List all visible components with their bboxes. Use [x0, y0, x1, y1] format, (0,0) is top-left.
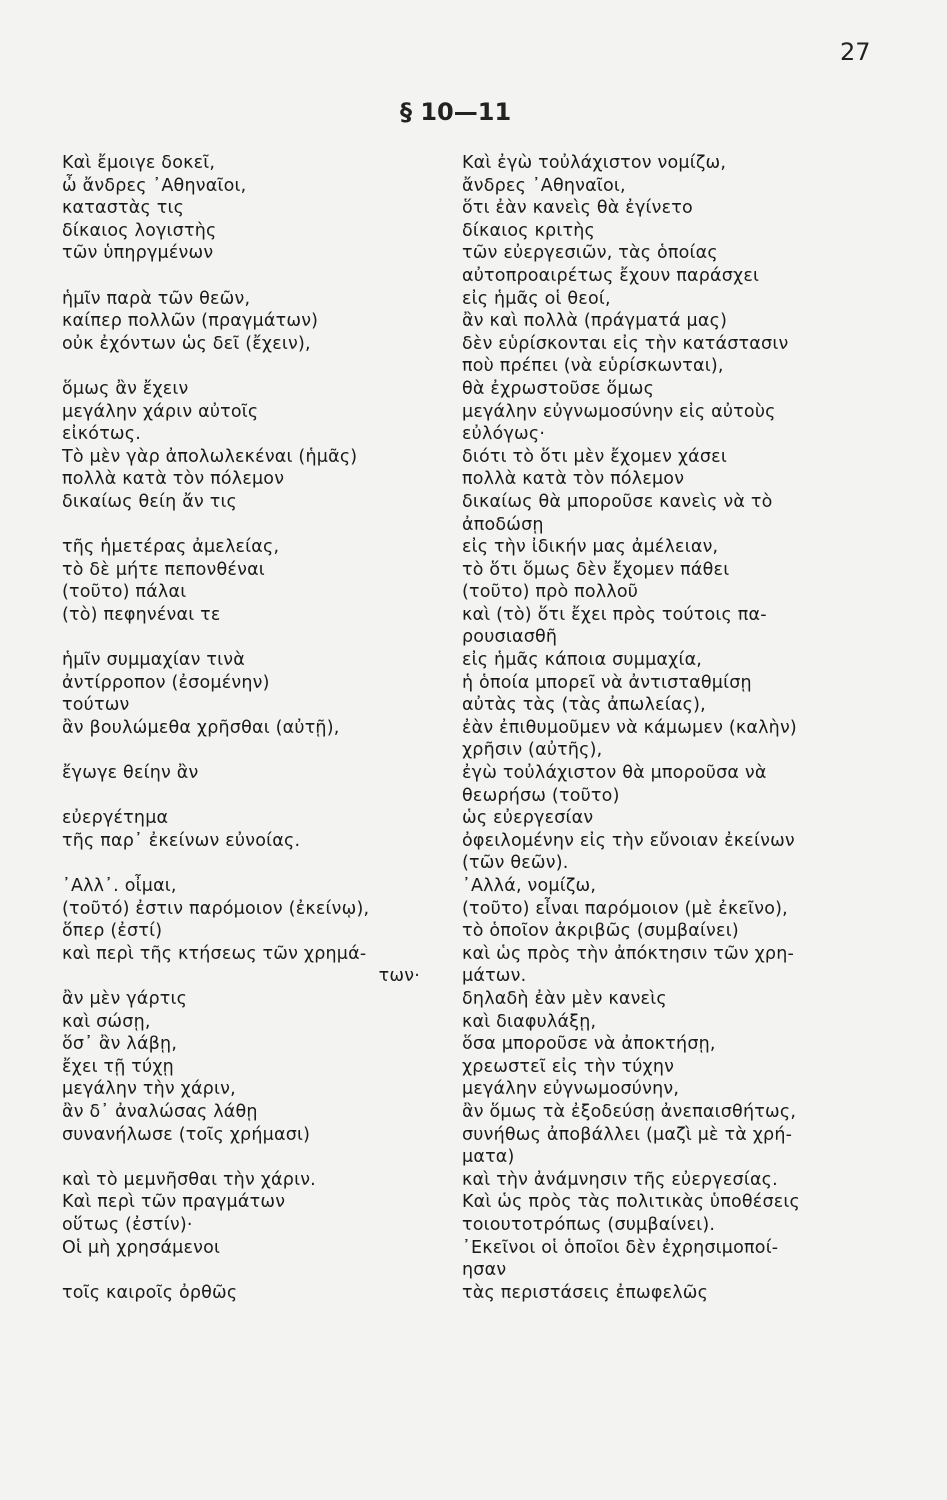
ancient-text-line: τούτων — [62, 695, 130, 716]
ancient-text-line — [62, 1146, 442, 1169]
translation-line: συνήθως ἀποβάλλει (μαζὶ μὲ τὰ χρή- — [462, 1124, 793, 1145]
ancient-text-line: ὅμως ἂν ἔχειν — [62, 378, 189, 399]
ancient-text-line — [62, 739, 442, 762]
ancient-text-line: ᾿Αλλ᾿. οἶμαι, — [62, 876, 177, 896]
ancient-text-line: τῆς ἡμετέρας ἀμελείας, — [62, 537, 280, 558]
translation-line: χρῆσιν (αὐτῆς), — [462, 740, 603, 761]
ancient-text-line: ἂν μὲν γάρτις — [62, 988, 188, 1009]
ancient-text-line — [62, 1259, 442, 1282]
modern-greek-translation-column — [462, 152, 882, 1304]
ancient-text-line: τοῖς καιροῖς ὀρθῶς — [62, 1282, 238, 1303]
translation-line: αὐτοπροαιρέτως ἔχουν παράσχει — [462, 265, 760, 286]
translation-line: ησαν — [462, 1260, 507, 1281]
ancient-text-line: ἀντίρροπον (ἐσομένην) — [62, 672, 270, 693]
ancient-text-line: ὦ ἄνδρες ᾿Αθηναῖοι, — [62, 175, 247, 196]
translation-line: ἂν ὅμως τὰ ἐξοδεύσῃ ἀνεπαισθήτως, — [462, 1101, 797, 1122]
ancient-text-line: Καὶ περὶ τῶν πραγμάτων — [62, 1192, 286, 1213]
ancient-text-line: (τοῦτο) πάλαι — [62, 582, 187, 603]
translation-line: καὶ ὡς πρὸς τὴν ἀπόκτησιν τῶν χρη- — [462, 943, 794, 964]
ancient-text-line: ἔχει τῇ τύχῃ — [62, 1056, 174, 1077]
ancient-text-line: ἂν δ᾿ ἀναλώσας λάθῃ — [62, 1101, 258, 1122]
ancient-text-line: μεγάλην τὴν χάριν, — [62, 1079, 236, 1100]
ancient-text-line — [62, 785, 442, 808]
translation-line: τοιουτοτρόπως (συμβαίνει). — [462, 1214, 716, 1235]
translation-line: τῶν εὐεργεσιῶν, τὰς ὁποίας — [462, 243, 718, 264]
ancient-text-line: (τὸ) πεφηνέναι τε — [62, 604, 221, 625]
translation-line: δηλαδὴ ἐὰν μὲν κανεὶς — [462, 988, 667, 1009]
translation-line: ματα) — [462, 1147, 515, 1168]
ancient-text-line: ὅσ᾿ ἂν λάβῃ, — [62, 1034, 178, 1055]
translation-line: τὰς περιστάσεις ἐπωφελῶς — [462, 1282, 709, 1303]
ancient-text-line: Καὶ ἔμοιγε δοκεῖ, — [62, 153, 216, 173]
translation-line: ὡς εὐεργεσίαν — [462, 808, 594, 829]
translation-line: τὸ ὅτι ὅμως δὲν ἔχομεν πάθει — [462, 559, 730, 580]
translation-line: χρεωστεῖ εἰς τὴν τύχην — [462, 1056, 675, 1077]
ancient-text-line: εἰκότως. — [62, 424, 142, 445]
ancient-text-line: τὸ δὲ μήτε πεπονθέναι — [62, 559, 265, 580]
translation-line: καὶ διαφυλάξῃ, — [462, 1011, 597, 1032]
translation-line: ὅσα μποροῦσε νὰ ἀποκτήσῃ, — [462, 1034, 716, 1055]
translation-line: μάτων. — [462, 966, 527, 987]
translation-line: ἂν καὶ πολλὰ (πράγματά μας) — [462, 311, 728, 332]
ancient-text-line: οὐκ ἐχόντων ὡς δεῖ (ἔχειν), — [62, 333, 311, 354]
translation-line: Καὶ ἐγὼ τοὐλάχιστον νομίζω, — [462, 153, 727, 173]
translation-line: διότι τὸ ὅτι μὲν ἔχομεν χάσει — [462, 446, 727, 467]
ancient-text-line: καίπερ πολλῶν (πραγμάτων) — [62, 311, 319, 332]
ancient-text-line: τῆς παρ᾿ ἐκείνων εὐνοίας. — [62, 830, 301, 851]
translation-line: αὐτὰς τὰς (τὰς ἀπωλείας), — [462, 695, 706, 716]
translation-line: ποὺ πρέπει (νὰ εὑρίσκωνται), — [462, 356, 724, 377]
ancient-text-line — [62, 355, 442, 378]
ancient-text-line: καὶ τὸ μεμνῆσθαι τὴν χάριν. — [62, 1169, 316, 1190]
ancient-text-line: των· — [378, 966, 420, 987]
translation-line: θεωρήσω (τοῦτο) — [462, 785, 620, 806]
ancient-text-line — [62, 514, 442, 537]
translation-line: δικαίως θὰ μποροῦσε κανεὶς νὰ τὸ — [462, 491, 773, 512]
translation-line: ᾿Αλλά, νομίζω, — [462, 876, 597, 896]
translation-line: τὸ ὁποῖον ἀκριβῶς (συμβαίνει) — [462, 921, 739, 942]
ancient-text-line: συνανήλωσε (τοῖς χρήμασι) — [62, 1124, 311, 1145]
ancient-text-line: ἔγωγε θείην ἂν — [62, 763, 199, 784]
ancient-text-line: Οἱ μὴ χρησάμενοι — [62, 1237, 221, 1258]
translation-line: ᾿Εκεῖνοι οἱ ὁποῖοι δὲν ἐχρησιμοποί- — [462, 1237, 779, 1258]
translation-line: (τοῦτο) πρὸ πολλοῦ — [462, 582, 639, 603]
translation-line: ἄνδρες ᾿Αθηναῖοι, — [462, 175, 626, 196]
ancient-text-line: δίκαιος λογιστὴς — [62, 220, 217, 241]
translation-line: εὐλόγως· — [462, 424, 546, 445]
translation-line: δίκαιος κριτὴς — [462, 220, 595, 241]
translation-line: καὶ (τὸ) ὅτι ἔχει πρὸς τούτοις πα- — [462, 604, 767, 625]
translation-line: μεγάλην εὐγνωμοσύνην, — [462, 1079, 680, 1100]
translation-line: εἰς ἡμᾶς κάποια συμμαχία, — [462, 650, 703, 671]
ancient-text-line — [62, 265, 442, 288]
translation-line: ρουσιασθῆ — [462, 627, 558, 648]
translation-line: καὶ τὴν ἀνάμνησιν τῆς εὐεργεσίας. — [462, 1169, 778, 1190]
translation-line: εἰς τὴν ἰδικήν μας ἀμέλειαν, — [462, 537, 719, 558]
translation-line: μεγάλην εὐγνωμοσύνην εἰς αὐτοὺς — [462, 401, 776, 422]
ancient-text-line: δικαίως θείη ἄν τις — [62, 491, 238, 512]
translation-line: Καὶ ὡς πρὸς τὰς πολιτικὰς ὑποθέσεις — [462, 1192, 801, 1213]
section-heading: § 10—11 — [400, 98, 512, 126]
ancient-text-line: ὅπερ (ἐστί) — [62, 921, 163, 942]
ancient-text-line: οὕτως (ἐστίν)· — [62, 1214, 193, 1235]
ancient-text-line: Τὸ μὲν γὰρ ἀπολωλεκέναι (ἡμᾶς) — [62, 446, 358, 467]
translation-line: θὰ ἐχρωστοῦσε ὅμως — [462, 378, 655, 399]
ancient-text-line: ἂν βουλώμεθα χρῆσθαι (αὐτῇ), — [62, 717, 340, 738]
translation-line: πολλὰ κατὰ τὸν πόλεμον — [462, 469, 685, 490]
translation-line: εἰς ἡμᾶς οἱ θεοί, — [462, 288, 611, 309]
ancient-text-line: ἡμῖν παρὰ τῶν θεῶν, — [62, 288, 251, 309]
translation-line: ὅτι ἐὰν κανεὶς θὰ ἐγίνετο — [462, 198, 693, 219]
ancient-text-line: καταστὰς τις — [62, 198, 185, 219]
ancient-text-line: τῶν ὑπηργμένων — [62, 243, 214, 264]
ancient-text-line: (τοῦτό) ἐστιν παρόμοιον (ἐκείνῳ), — [62, 898, 370, 919]
translation-line: ἐγὼ τοὐλάχιστον θὰ μποροῦσα νὰ — [462, 763, 767, 784]
ancient-text-line — [62, 852, 442, 875]
ancient-text-line: μεγάλην χάριν αὐτοῖς — [62, 401, 259, 422]
translation-line: (τῶν θεῶν). — [462, 853, 569, 874]
ancient-greek-text-column — [62, 152, 442, 1304]
translation-line: ἐὰν ἐπιθυμοῦμεν νὰ κάμωμεν (καλὴν) — [462, 717, 797, 738]
ancient-text-line: πολλὰ κατὰ τὸν πόλεμον — [62, 469, 285, 490]
translation-line: ὀφειλομένην εἰς τὴν εὔνοιαν ἐκείνων — [462, 830, 795, 851]
ancient-text-line — [62, 626, 442, 649]
translation-line: δὲν εὑρίσκονται εἰς τὴν κατάστασιν — [462, 333, 789, 354]
page-number: 27 — [840, 38, 871, 66]
ancient-text-line: καὶ σώσῃ, — [62, 1011, 151, 1032]
translation-line: (τοῦτο) εἶναι παρόμοιον (μὲ ἐκεῖνο), — [462, 898, 788, 919]
translation-line: ἡ ὁποία μπορεῖ νὰ ἀντισταθμίσῃ — [462, 672, 752, 693]
ancient-text-line: ἡμῖν συμμαχίαν τινὰ — [62, 650, 245, 671]
ancient-text-line: εὐεργέτημα — [62, 808, 169, 829]
translation-line: ἀποδώσῃ — [462, 514, 544, 535]
ancient-text-line: καὶ περὶ τῆς κτήσεως τῶν χρημά- — [62, 943, 367, 964]
